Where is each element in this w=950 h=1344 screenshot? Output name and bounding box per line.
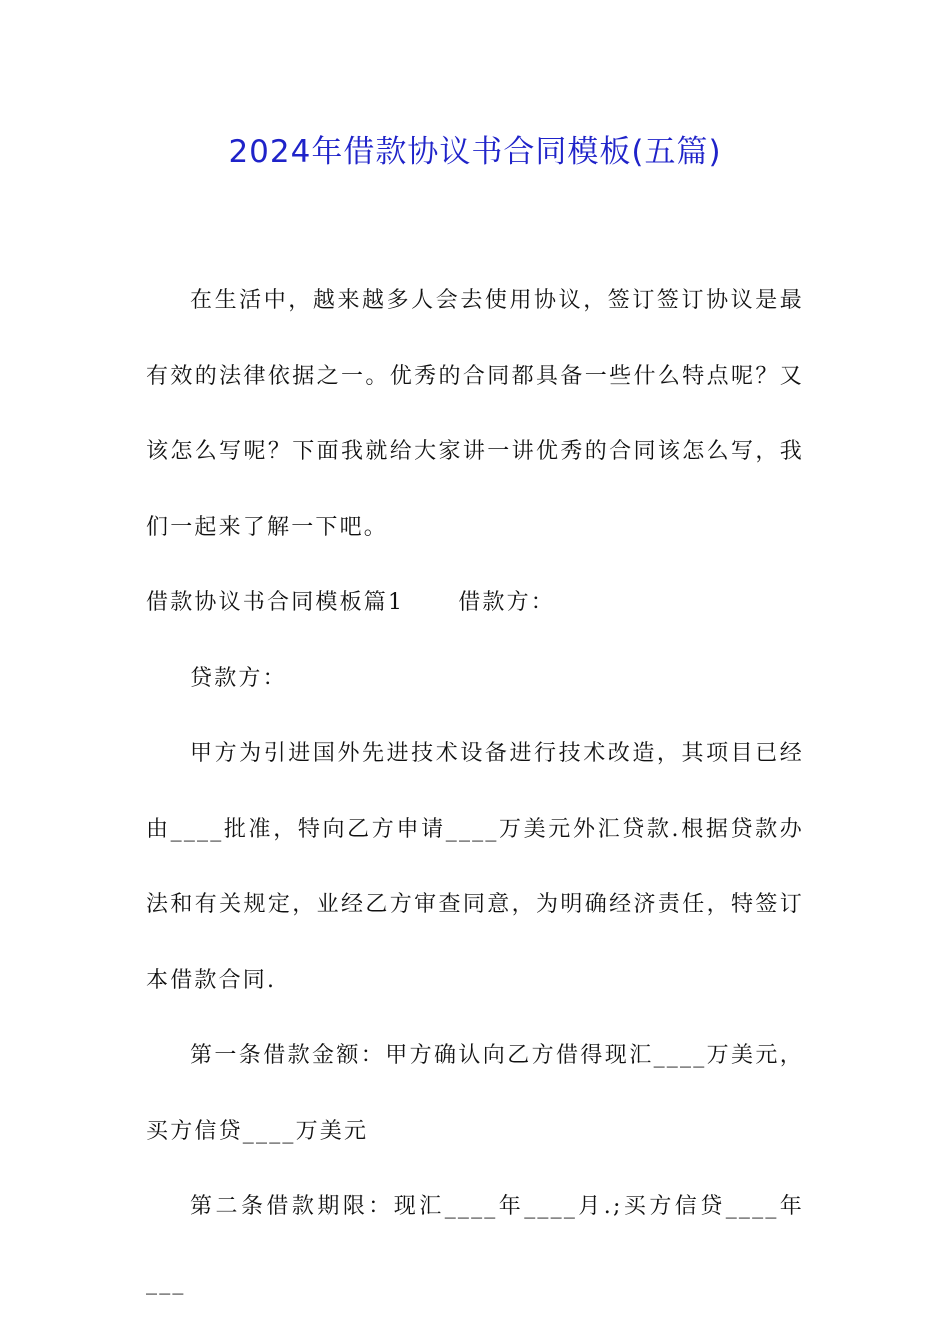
document-title: 2024年借款协议书合同模板(五篇): [228, 134, 722, 170]
lender-label: 贷款方：: [190, 665, 287, 691]
section-heading: 借款协议书合同模板篇1: [146, 590, 405, 615]
document-body: [146, 263, 804, 1320]
borrower-label: 借款方：: [458, 590, 556, 615]
article-1-loan-amount: 第一条借款金额：甲方确认向乙方借得现汇____万美元，买方信贷____万美元: [146, 1043, 804, 1144]
section-heading-line: [146, 565, 804, 641]
article-2-loan-term: 第二条借款期限：现汇____年____月.;买方信贷____年___: [146, 1194, 804, 1295]
intro-paragraph: 在生活中，越来越多人会去使用协议，签订签订协议是最有效的法律依据之一。优秀的合同都具备一些什么特点呢？又该怎么写呢？下面我就给大家讲一讲优秀的合同该怎么写，我们一起来了解一下吧。: [146, 288, 804, 540]
contract-preamble: 甲方为引进国外先进技术设备进行技术改造，其项目已经由____批准，特向乙方申请____万美元外汇贷款.根据贷款办法和有关规定，业经乙方审查同意，为明确经济责任，特签订本借款合同.: [146, 741, 804, 993]
